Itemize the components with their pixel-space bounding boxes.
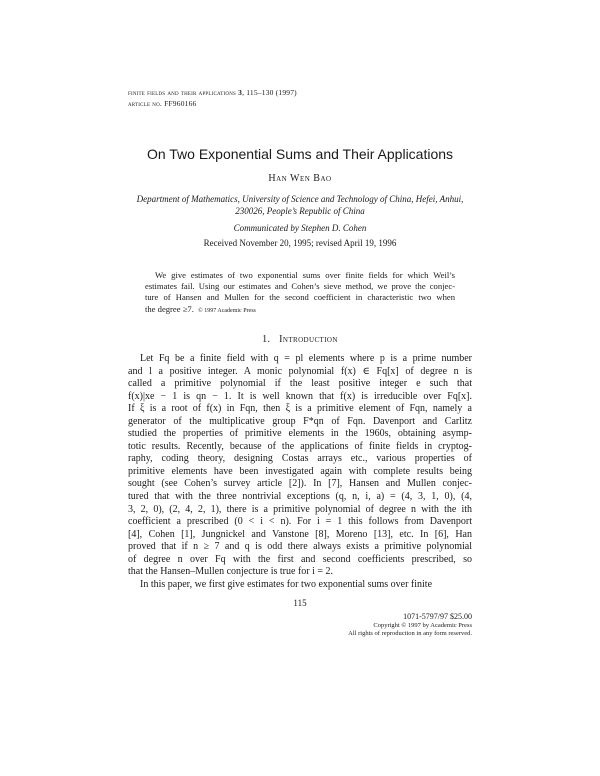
page-number: 115 [293, 598, 307, 608]
author-name: Han Wen Bao [268, 173, 332, 184]
affiliation-line: Department of Mathematics, University of Science and Technology of China, Hefei, Anhui, [136, 194, 464, 204]
footer-rights: All rights of reproduction in any form reserved. [348, 630, 472, 638]
section-title: Introduction [279, 334, 338, 345]
body-line: f(x)|xe − 1 is qn − 1. It is well known that f(x) is irreducible over Fq[x]. [128, 390, 472, 402]
body-line: and l a positive integer. A monic polynomial f(x) ∈ Fq[x] of degree n is [128, 365, 472, 377]
running-header [128, 88, 297, 98]
body-line: primitive elements have been investigated again with complete results being [128, 465, 472, 477]
body-line: totic results. Recently, because of the applications of finite fields in cryptog- [128, 440, 472, 452]
paper-title: On Two Exponential Sums and Their Applications [146, 146, 454, 162]
journal-name: finite fields and their applications [128, 88, 237, 97]
body-line: tured that with the three nontrivial exceptions (q, n, i, a) = (4, 3, 1, 0), (4, [128, 491, 472, 503]
body-line: sought (see Cohen’s survey article [2]). In [7], Hansen and Mullen conjec- [128, 478, 472, 490]
issn-price: 1071-5797/97 $25.00 [403, 612, 472, 621]
abstract-line: estimates fail. Using our estimates and Cohen’s sieve method, we prove the conjec- [145, 281, 455, 292]
body-line: coefficient a prescribed (0 < i < n). For i = 1 this follows from Davenport [128, 516, 472, 528]
body-line: In this paper, we first give estimates for two exponential sums over finite [140, 578, 433, 590]
body-text [128, 353, 472, 591]
body-line: studied the properties of primitive elements in the 1960s, obtaining asymp- [128, 428, 472, 440]
body-line: Let Fq be a finite field with q = pl elements where p is a prime number [140, 353, 472, 364]
abstract-line: the degree ≥7. [145, 303, 194, 314]
abstract [145, 270, 455, 317]
body-line: [4], Cohen [1], Jungnickel and Vanstone [8], Moreno [13], etc. In [6], Han [128, 528, 472, 540]
body-line: that the Hansen–Mullen conjecture is true for i = 2. [128, 566, 334, 578]
journal-volume: 3 [238, 88, 243, 97]
article-id: FF960166 [164, 99, 197, 108]
abstract-copyright: © 1997 Academic Press [198, 307, 256, 314]
journal-pages: , 115–130 (1997) [242, 88, 297, 97]
body-line: called a primitive polynomial if the least positive integer e such that [128, 378, 472, 390]
received-dates: Received November 20, 1995; revised April 19, 1996 [203, 238, 397, 248]
article-label: article no. [128, 99, 162, 108]
body-line: proved that if n ≥ 7 and q is odd there always exists a primitive polynomial [128, 541, 472, 553]
section-heading [0, 334, 600, 345]
affiliation-line: 230026, People’s Republic of China [235, 206, 365, 216]
footer-copyright: Copyright © 1997 by Academic Press [373, 622, 472, 629]
abstract-line: ture of Hansen and Mullen for the second coefficient in characteristic two when [145, 292, 455, 303]
body-line: If ξ is a root of f(x) in Fqn, then ξ is a primitive element of Fqn, namely a [128, 403, 472, 415]
body-line: raphy, coding theory, designing Costas arrays etc., various properties of [128, 453, 472, 465]
copyright-footer [340, 612, 472, 639]
abstract-last-line [145, 304, 455, 317]
body-line: 3, 2, 0), (2, 4, 2, 1), there is a primitive polynomial of degree n with the ith [128, 503, 472, 515]
communicated-by: Communicated by Stephen D. Cohen [233, 223, 367, 233]
abstract-line: We give estimates of two exponential sums over finite fields for which Weil’s [155, 270, 455, 280]
body-line: of degree n over Fq with the first and second coefficients prescribed, so [128, 553, 472, 565]
body-line: generator of the multiplicative group F*qn of Fqn. Davenport and Carlitz [128, 415, 472, 427]
affiliation [128, 193, 472, 217]
section-number: 1. [262, 334, 271, 345]
article-number [128, 99, 197, 109]
